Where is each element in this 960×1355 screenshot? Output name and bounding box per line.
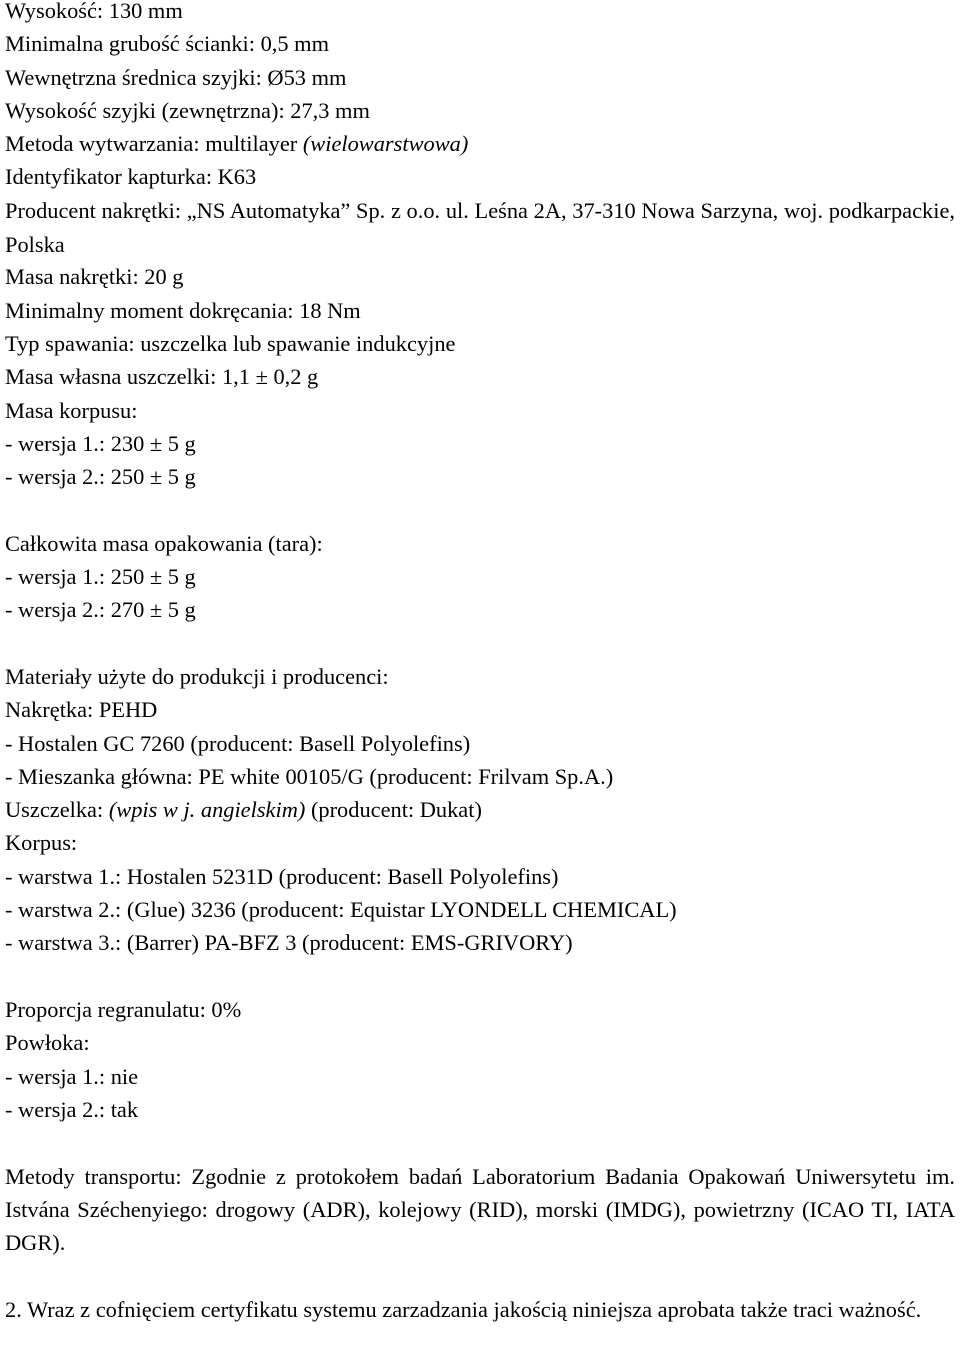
validity-clause: 2. Wraz z cofnięciem certyfikatu systemu zarzadzania jakością niniejsza aprobata także traci ważność. [5,1297,922,1323]
height-spec: Wysokość: 130 mm [5,0,183,23]
regranulate-ratio: Proporcja regranulatu: 0% [5,996,242,1022]
coating-v2: - wersja 2.: tak [5,1096,139,1122]
min-tightening-torque: Minimalny moment dokręcania: 18 Nm [5,297,361,323]
neck-height: Wysokość szyjki (zewnętrzna): 27,3 mm [5,97,370,123]
tare-v2: - wersja 2.: 270 ± 5 g [5,597,196,623]
body-heading: Korpus: [5,830,78,856]
seal-material [5,799,955,832]
body-mass-v1: - wersja 1.: 230 ± 5 g [5,430,196,456]
document-page [5,0,955,1332]
cap-material-1: - Hostalen GC 7260 (producent: Basell Polyolefins) [5,730,471,756]
manufacturing-method [5,133,955,166]
cap-identifier: Identyfikator kapturka: K63 [5,164,257,190]
manufacturing-method-note: (wielowarstwowa) [302,131,469,157]
spacer [5,633,955,666]
tare-v1: - wersja 1.: 250 ± 5 g [5,564,196,590]
coating-heading: Powłoka: [5,1030,90,1056]
cap-mass: Masa nakrętki: 20 g [5,264,184,290]
seal-mass: Masa własna uszczelki: 1,1 ± 0,2 g [5,364,319,390]
seal-label: Uszczelka: [5,797,109,823]
tare-heading: Całkowita masa opakowania (tara): [5,530,323,556]
spacer [5,966,955,999]
cap-material-2: - Mieszanka główna: PE white 00105/G (producent: Frilvam Sp.A.) [5,763,614,789]
transport-methods: Metody transportu: Zgodnie z protokołem badań Laboratorium Badania Opakowań Uniwersytetu im. Istvána Széchenyiego: drogowy (ADR), kolejowy (RID), morski (IMDG), powietrzny (ICAO TI, IATA DGR). [5,1163,955,1256]
spacer [5,499,955,532]
body-layer-1: - warstwa 1.: Hostalen 5231D (producent: Basell Polyolefins) [5,863,559,889]
seal-producent: (producent: Dukat) [305,797,482,823]
manufacturing-method-label: Metoda wytwarzania: multilayer [5,131,303,157]
welding-type: Typ spawania: uszczelka lub spawanie indukcyjne [5,330,456,356]
neck-inner-diameter: Wewnętrzna średnica szyjki: Ø53 mm [5,64,347,90]
cap-material: Nakrętka: PEHD [5,697,158,723]
materials-heading: Materiały użyte do produkcji i producenci: [5,663,389,689]
body-layer-2: - warstwa 2.: (Glue) 3236 (producent: Equistar LYONDELL CHEMICAL) [5,897,677,923]
body-mass-v2: - wersja 2.: 250 ± 5 g [5,464,196,490]
seal-note: (wpis w j. angielskim) [108,797,306,823]
cap-producent: Producent nakrętki: „NS Automatyka” Sp. z o.o. ul. Leśna 2A, 37-310 Nowa Sarzyna, woj. podkarpackie, Polska [5,198,955,257]
coating-v1: - wersja 1.: nie [5,1063,139,1089]
body-layer-3: - warstwa 3.: (Barrer) PA-BFZ 3 (producent: EMS-GRIVORY) [5,930,573,956]
body-mass-heading: Masa korpusu: [5,397,138,423]
min-wall-thickness: Minimalna grubość ścianki: 0,5 mm [5,31,329,57]
